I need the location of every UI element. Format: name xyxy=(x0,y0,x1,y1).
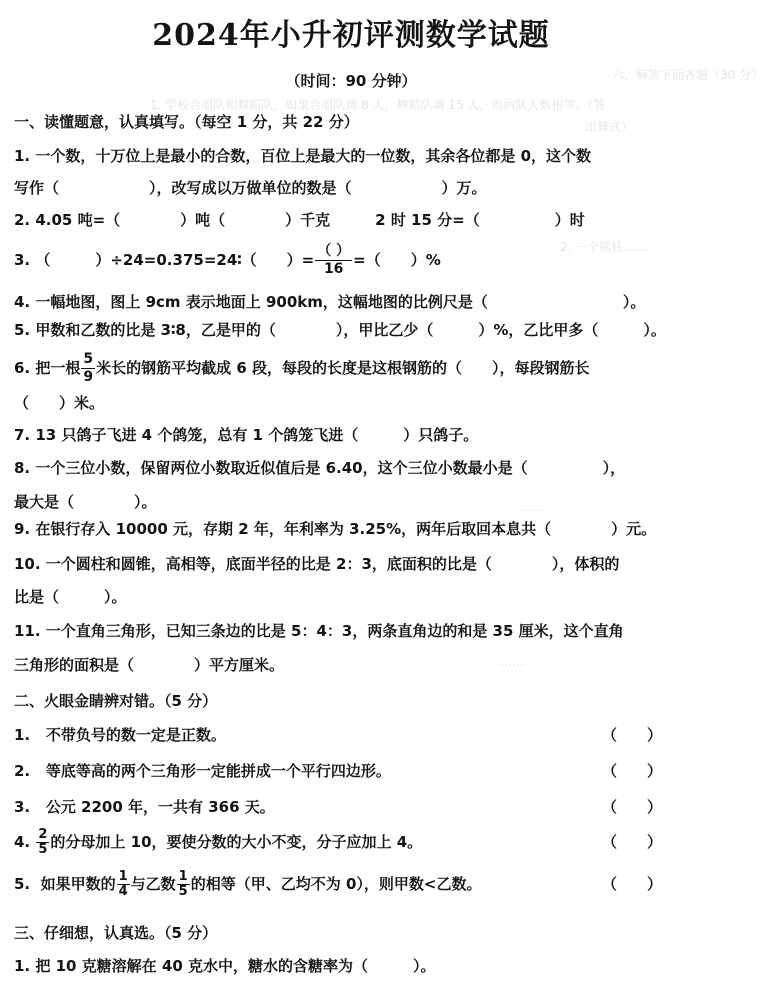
question-2: 2. 4.05 吨=（ ）吨（ ）千克 2 时 15 分=（ ）时 xyxy=(14,211,585,229)
item-text: 等底等高的两个三角形一定能拼成一个平行四边形。 xyxy=(45,762,391,780)
item-number: 5. xyxy=(14,875,31,893)
fraction-denominator: 16 xyxy=(323,261,344,277)
judge-item-5 xyxy=(14,864,481,904)
question-3-text-end: =（ ）% xyxy=(353,251,441,269)
question-11-line-1: 11. 一个直角三角形，已知三条边的比是 5：4：3，两条直角边的和是 35 厘米，这个直角 xyxy=(14,622,624,640)
answer-paren-3[interactable]: （ ） xyxy=(602,798,663,816)
question-6-line-2: （ ）米。 xyxy=(14,394,105,412)
item-text: 的相等（甲、乙均不为 0），则甲数<乙数。 xyxy=(190,875,482,893)
item-number: 4. xyxy=(14,833,31,851)
fraction-numerator: 1 xyxy=(178,869,188,884)
bleed-through-text: …… xyxy=(520,500,544,514)
bleed-through-text: 2. 一个圆柱…… xyxy=(560,240,648,254)
fraction-denominator: 5 xyxy=(178,884,188,899)
section-heading-1: 一、读懂题意，认真填写。（每空 1 分，共 22 分） xyxy=(14,113,359,131)
item-fraction xyxy=(177,870,190,899)
judge-item-4 xyxy=(14,822,422,862)
question-8-line-2: 最大是（ ）。 xyxy=(14,493,157,511)
item-fraction xyxy=(117,870,130,899)
question-6-text-end: 米长的钢筋平均截成 6 段，每段的长度是这根钢筋的（ ），每段钢筋长 xyxy=(96,359,590,377)
answer-paren-5[interactable]: （ ） xyxy=(602,875,663,893)
judge-item-1 xyxy=(14,724,226,746)
fraction-numerator: （ ） xyxy=(317,243,351,259)
bleed-through-text: 六、解答下面各题（30 分） xyxy=(612,68,763,82)
item-fraction xyxy=(36,828,49,857)
item-number: 2. xyxy=(14,762,31,780)
fraction-denominator: 5 xyxy=(38,842,48,857)
page-title: 2024年小升初评测数学试题 xyxy=(152,18,550,53)
question-6-line-1 xyxy=(14,347,590,389)
item-text: 的分母加上 10，要使分数的大小不变，分子应加上 4。 xyxy=(50,833,423,851)
judge-item-3 xyxy=(14,796,275,818)
answer-paren-2[interactable]: （ ） xyxy=(602,762,663,780)
fraction-numerator: 5 xyxy=(83,351,94,367)
time-note: （时间：90 分钟） xyxy=(285,72,417,90)
item-text: 公元 2200 年，一共有 366 天。 xyxy=(45,798,275,816)
question-1-line-2: 写作（ ），改写成以万做单位的数是（ ）万。 xyxy=(14,179,487,197)
fraction-denominator: 4 xyxy=(118,884,128,899)
judge-item-2 xyxy=(14,760,391,782)
question-3 xyxy=(14,240,441,280)
answer-paren-4[interactable]: （ ） xyxy=(602,833,663,851)
choice-question-1: 1. 把 10 克糖溶解在 40 克水中，糖水的含糖率为（ ）。 xyxy=(14,957,436,975)
section-heading-3: 三、仔细想，认真选。（5 分） xyxy=(14,924,218,942)
question-3-text: 3. （ ）÷24=0.375=24∶（ ）= xyxy=(14,251,315,269)
answer-paren-1[interactable]: （ ） xyxy=(602,726,663,744)
question-8-line-1: 8. 一个三位小数，保留两位小数取近似值后是 6.40，这个三位小数最小是（ ）， xyxy=(14,459,626,477)
item-text: 与乙数 xyxy=(130,875,176,893)
question-6-text: 6. 把一根 xyxy=(14,359,81,377)
question-3-fraction xyxy=(315,243,352,278)
bleed-through-text: 出算式） xyxy=(585,120,634,134)
question-5: 5. 甲数和乙数的比是 3∶8，乙是甲的（ ），甲比乙少（ ）%，乙比甲多（ ）。 xyxy=(14,321,666,339)
fraction-numerator: 1 xyxy=(118,869,128,884)
question-11-line-2: 三角形的面积是（ ）平方厘米。 xyxy=(14,656,285,674)
fraction-denominator: 9 xyxy=(83,369,94,385)
item-text: 如果甲数的 xyxy=(40,875,116,893)
bleed-through-text: 1. 学校合唱队和舞蹈队，如果合唱队调 8 人，舞蹈队调 15 人，则两队人数相等。（答 xyxy=(150,98,606,112)
item-number: 3. xyxy=(14,798,31,816)
item-number: 1. xyxy=(14,726,31,744)
fraction-numerator: 2 xyxy=(38,827,48,842)
question-1-line-1: 1. 一个数，十万位上是最小的合数，百位上是最大的一位数，其余各位都是 0，这个数 xyxy=(14,147,592,165)
question-7: 7. 13 只鸽子飞进 4 个鸽笼，总有 1 个鸽笼飞进（ ）只鸽子。 xyxy=(14,426,479,444)
question-10-line-1: 10. 一个圆柱和圆锥，高相等，底面半径的比是 2：3，底面积的比是（ ），体积的 xyxy=(14,555,620,573)
bleed-through-text: …… xyxy=(500,655,524,669)
question-9: 9. 在银行存入 10000 元，存期 2 年，年利率为 3.25%，两年后取回本息共（ ）元。 xyxy=(14,520,657,538)
question-10-line-2: 比是（ ）。 xyxy=(14,588,127,606)
item-text: 不带负号的数一定是正数。 xyxy=(45,726,226,744)
question-6-fraction xyxy=(81,351,95,386)
question-4: 4. 一幅地图，图上 9cm 表示地面上 900km，这幅地图的比例尺是（ ）。 xyxy=(14,293,646,311)
section-heading-2: 二、火眼金睛辨对错。（5 分） xyxy=(14,692,218,710)
